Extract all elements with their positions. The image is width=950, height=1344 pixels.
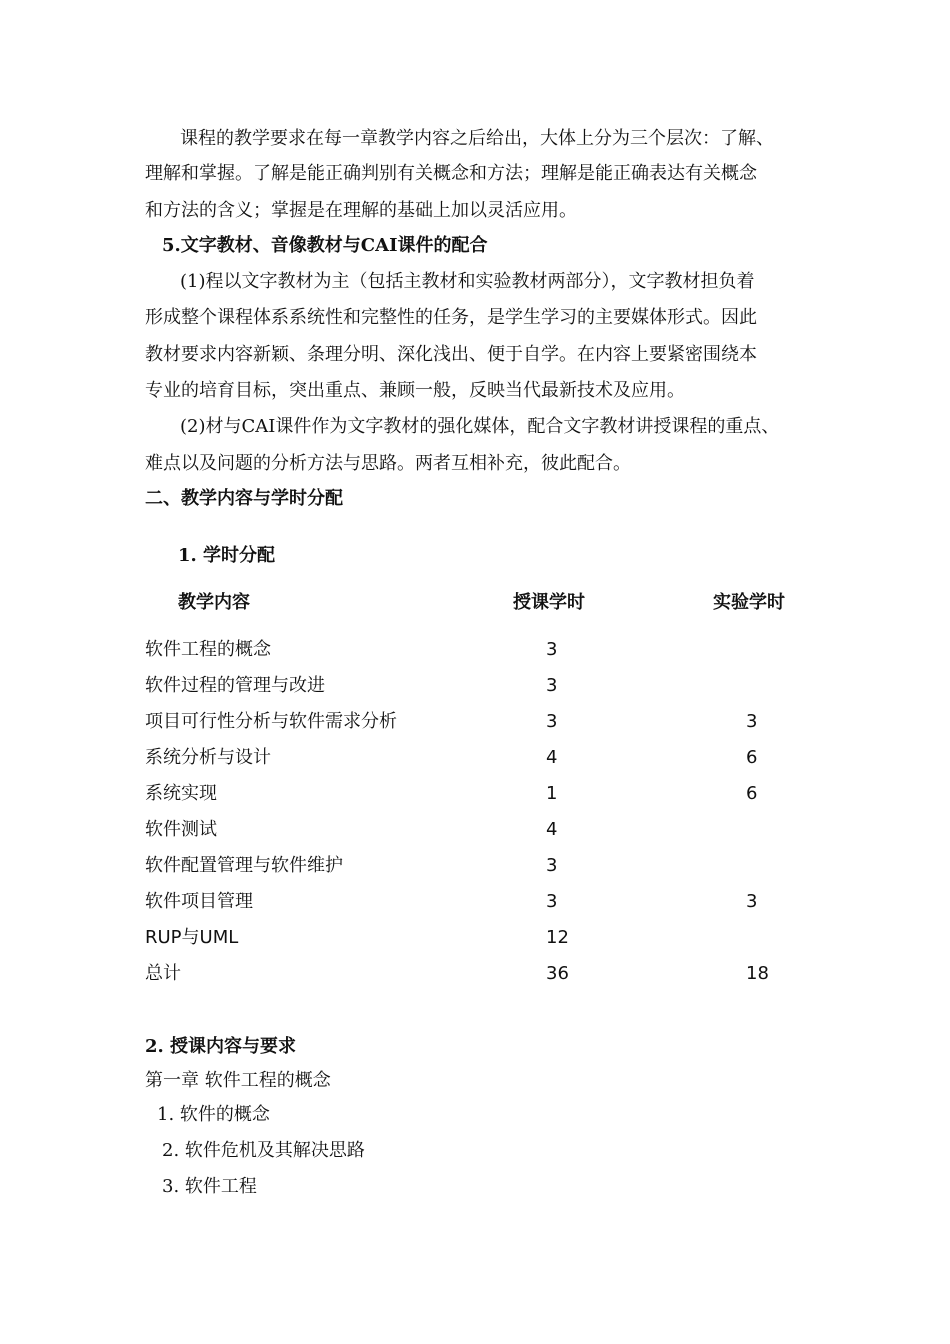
table-cell-content: 软件项目管理	[145, 891, 253, 912]
table-cell-content: 软件测试	[145, 819, 217, 840]
table-cell-lecture-hours: 4	[546, 819, 558, 840]
chapter-1-item-2: 2. 软件危机及其解决思路	[162, 1140, 365, 1161]
section-5-heading: 5.文字教材、音像教材与CAI课件的配合	[162, 235, 488, 256]
table-cell-content: 软件配置管理与软件维护	[145, 855, 343, 876]
table-cell-lecture-hours: 3	[546, 891, 558, 912]
section-5-item-2-line-1: (2)材与CAI课件作为文字教材的强化媒体，配合文字教材讲授课程的重点、	[180, 416, 780, 437]
section-5-item-1-line-2: 形成整个课程体系系统性和完整性的任务，是学生学习的主要媒体形式。因此	[145, 307, 757, 328]
table-cell-content: 软件工程的概念	[145, 639, 271, 660]
chapter-1-item-1: 1. 软件的概念	[157, 1104, 270, 1125]
table-cell-lab-hours: 6	[746, 747, 758, 768]
table-cell-lab-hours: 3	[746, 711, 758, 732]
table-cell-lecture-hours: 3	[546, 639, 558, 660]
table-cell-content: 总计	[145, 963, 181, 984]
table-cell-content: 项目可行性分析与软件需求分析	[145, 711, 397, 732]
table-cell-lecture-hours: 36	[546, 963, 569, 984]
chapter-1-item-3: 3. 软件工程	[162, 1176, 257, 1197]
table-cell-content: RUP与UML	[145, 927, 239, 948]
intro-paragraph-line-2: 理解和掌握。了解是能正确判别有关概念和方法；理解是能正确表达有关概念	[145, 163, 757, 184]
table-cell-lab-hours: 3	[746, 891, 758, 912]
section-2-heading: 二、教学内容与学时分配	[145, 488, 343, 509]
table-cell-lecture-hours: 3	[546, 675, 558, 696]
chapter-1-title: 第一章 软件工程的概念	[145, 1070, 331, 1091]
table-cell-lab-hours: 6	[746, 783, 758, 804]
table-header-lab-hours: 实验学时	[713, 592, 785, 613]
table-header-content: 教学内容	[178, 592, 250, 613]
table-cell-content: 软件过程的管理与改进	[145, 675, 325, 696]
section-5-item-1-line-1: (1)程以文字教材为主（包括主教材和实验教材两部分），文字教材担负着	[180, 271, 755, 292]
section-5-item-1-line-4: 专业的培育目标，突出重点、兼顾一般，反映当代最新技术及应用。	[145, 380, 685, 401]
table-header-lecture-hours: 授课学时	[513, 592, 585, 613]
table-cell-lecture-hours: 1	[546, 783, 558, 804]
course-content-heading: 2. 授课内容与要求	[145, 1036, 297, 1057]
table-cell-lecture-hours: 4	[546, 747, 558, 768]
table-cell-content: 系统分析与设计	[145, 747, 271, 768]
table-cell-lecture-hours: 3	[546, 711, 558, 732]
table-cell-lab-hours: 18	[746, 963, 769, 984]
table-cell-lecture-hours: 3	[546, 855, 558, 876]
section-5-item-1-line-3: 教材要求内容新颖、条理分明、深化浅出、便于自学。在内容上要紧密围绕本	[145, 344, 757, 365]
section-5-item-2-line-2: 难点以及问题的分析方法与思路。两者互相补充，彼此配合。	[145, 453, 631, 474]
table-cell-content: 系统实现	[145, 783, 217, 804]
intro-paragraph-line-3: 和方法的含义；掌握是在理解的基础上加以灵活应用。	[145, 200, 577, 221]
intro-paragraph-line-1: 课程的教学要求在每一章教学内容之后给出，大体上分为三个层次：了解、	[180, 128, 774, 149]
table-cell-lecture-hours: 12	[546, 927, 569, 948]
hours-allocation-subheading: 1. 学时分配	[178, 545, 276, 566]
